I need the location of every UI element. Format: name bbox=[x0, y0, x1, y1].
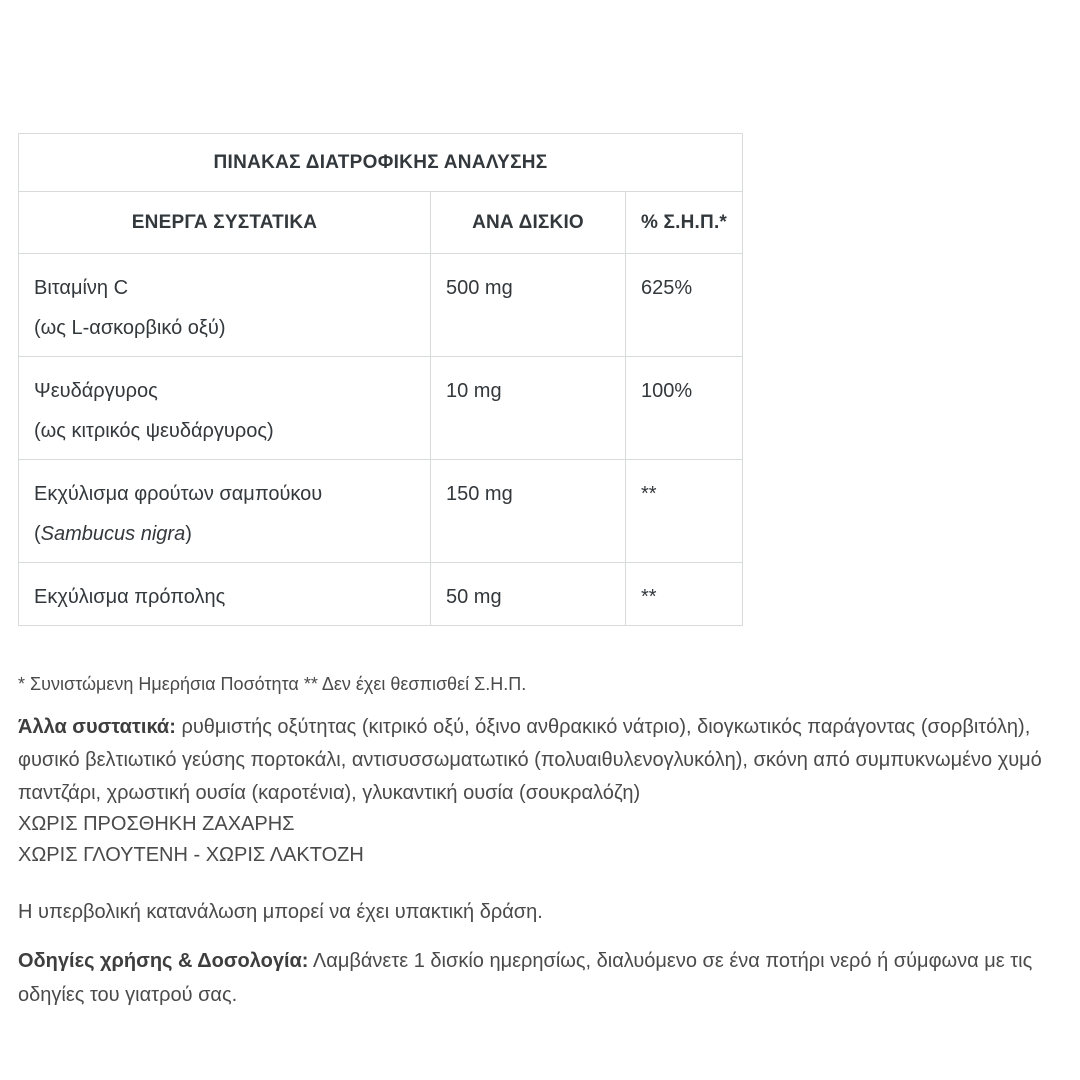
claim-gluten-lactose-free: ΧΩΡΙΣ ΓΛΟΥΤΕΝΗ - ΧΩΡΙΣ ΛΑΚΤΟΖΗ bbox=[18, 844, 364, 866]
nrv-cell: 625% bbox=[626, 254, 743, 357]
ingredient-detail: (Sambucus nigra) bbox=[34, 523, 192, 545]
nrv-cell: 100% bbox=[626, 357, 743, 460]
nutrition-table bbox=[18, 133, 743, 626]
nrv-cell: ** bbox=[626, 563, 743, 626]
amount-cell: 10 mg bbox=[431, 357, 626, 460]
ingredient-detail: (ως κιτρικός ψευδάργυρος) bbox=[34, 420, 274, 442]
laxative-warning: Η υπερβολική κατανάλωση μπορεί να έχει υπακτική δράση. bbox=[18, 901, 543, 923]
nrv-footnote: * Συνιστώμενη Ημερήσια Ποσότητα ** Δεν έχει θεσπισθεί Σ.Η.Π. bbox=[18, 674, 527, 694]
nrv-cell: ** bbox=[626, 460, 743, 563]
table-row bbox=[19, 460, 743, 563]
ingredient-name: Εκχύλισμα πρόπολης bbox=[34, 586, 226, 608]
table-title-row bbox=[19, 134, 743, 192]
table-row bbox=[19, 254, 743, 357]
ingredient-cell bbox=[19, 357, 431, 460]
latin-species-name: Sambucus nigra bbox=[40, 523, 186, 545]
ingredient-name: Βιταμίνη C bbox=[34, 277, 129, 299]
usage-label: Οδηγίες χρήσης & Δοσολογία: bbox=[18, 950, 309, 972]
ingredient-cell bbox=[19, 460, 431, 563]
ingredient-detail: (ως L-ασκορβικό οξύ) bbox=[34, 317, 226, 339]
usage-text: Λαμβάνετε 1 δισκίο ημερησίως, διαλυόμενο σε ένα ποτήρι νερό ή σύμφωνα με τις οδηγίες του γιατρού σας. bbox=[18, 950, 1033, 1006]
column-header-nrv: % Σ.Η.Π.* bbox=[626, 192, 743, 254]
other-ingredients-label: Άλλα συστατικά: bbox=[18, 716, 176, 738]
ingredient-cell bbox=[19, 563, 431, 626]
ingredient-cell bbox=[19, 254, 431, 357]
table-row bbox=[19, 563, 743, 626]
claim-no-added-sugar: ΧΩΡΙΣ ΠΡΟΣΘΗΚΗ ΖΑΧΑΡΗΣ bbox=[18, 813, 295, 835]
other-ingredients bbox=[18, 711, 1046, 810]
ingredient-name: Εκχύλισμα φρούτων σαμπούκου bbox=[34, 483, 323, 505]
usage-directions bbox=[18, 944, 1068, 1012]
dietary-claims bbox=[18, 809, 364, 871]
table-title: ΠΙΝΑΚΑΣ ΔΙΑΤΡΟΦΙΚΗΣ ΑΝΑΛΥΣΗΣ bbox=[19, 134, 743, 192]
other-ingredients-text: ρυθμιστής οξύτητας (κιτρικό οξύ, όξινο ανθρακικό νάτριο), διογκωτικός παράγοντας (σορβιτόλη), φυσικό βελτιωτικό γεύσης πορτοκάλι, αντισυσσωματωτικό (πολυαιθυλενογλυκόλη), σκόνη από συμπυκνωμένο χυμό παντζάρι, χρωστική ουσία (καροτένια), γλυκαντική ουσία (σουκραλόζη) bbox=[18, 716, 1042, 804]
ingredient-name: Ψευδάργυρος bbox=[34, 380, 158, 402]
table-header-row bbox=[19, 192, 743, 254]
amount-cell: 500 mg bbox=[431, 254, 626, 357]
column-header-active-ingredients: ΕΝΕΡΓΑ ΣΥΣΤΑΤΙΚΑ bbox=[19, 192, 431, 254]
amount-cell: 50 mg bbox=[431, 563, 626, 626]
amount-cell: 150 mg bbox=[431, 460, 626, 563]
table-row bbox=[19, 357, 743, 460]
column-header-per-tablet: ΑΝΑ ΔΙΣΚΙΟ bbox=[431, 192, 626, 254]
